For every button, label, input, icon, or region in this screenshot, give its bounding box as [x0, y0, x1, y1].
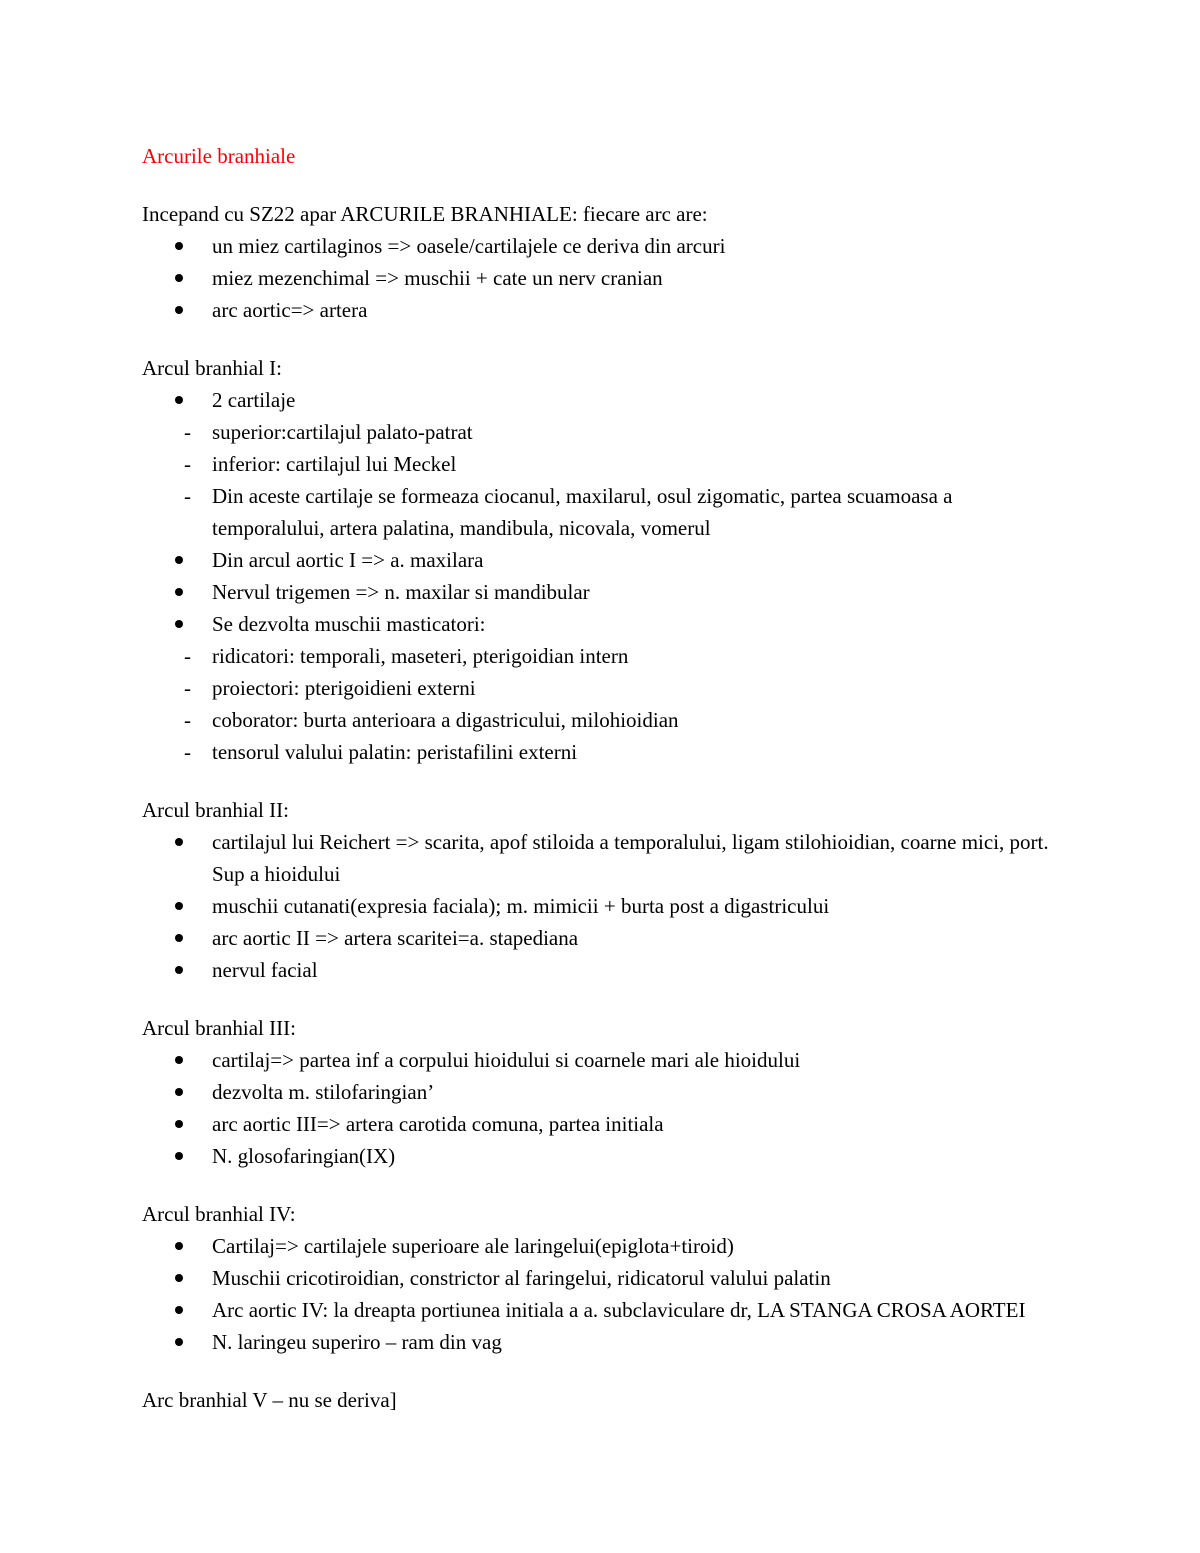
- bullet-icon: [175, 1152, 183, 1160]
- list-item: Muschii cricotiroidian, constrictor al faringelui, ridicatorul valului palatin: [142, 1262, 1062, 1294]
- bullet-icon: [175, 1056, 183, 1064]
- dash-icon: -: [184, 644, 191, 668]
- list-item: dezvolta m. stilofaringian’: [142, 1076, 1062, 1108]
- arc2-section: [142, 794, 1062, 986]
- arc3-heading: Arcul branhial III:: [142, 1016, 296, 1040]
- bullet-icon: [175, 588, 183, 596]
- bullet-icon: [175, 1338, 183, 1346]
- list-item: cartilajul lui Reichert => scarita, apof stiloida a temporalului, ligam stilohioidian, coarne mici, port. Sup a hioidului: [142, 826, 1062, 890]
- intro-list: [142, 230, 1062, 326]
- arc5-heading: Arc branhial V – nu se deriva]: [142, 1388, 397, 1412]
- list-item: nervul facial: [142, 954, 1062, 986]
- dash-icon: -: [184, 484, 191, 508]
- bullet-icon: [175, 306, 183, 314]
- bullet-icon: [175, 1120, 183, 1128]
- arc5-section: [142, 1384, 1062, 1416]
- list-item: 2 cartilaje - superior:cartilajul palato-patrat - inferior: cartilajul lui Meckel - Din aceste cartilaje se formeaza ciocanul, maxilarul, osul zigomatic, partea scuamoasa a temporalului, artera palatina, mandibula, nicovala, vomerul: [142, 384, 1062, 544]
- arc3-list: [142, 1044, 1062, 1172]
- bullet-icon: [175, 396, 183, 404]
- list-item: arc aortic=> artera: [142, 294, 1062, 326]
- sublist-item: - inferior: cartilajul lui Meckel: [142, 448, 1062, 480]
- list-item: N. glosofaringian(IX): [142, 1140, 1062, 1172]
- list-item: Se dezvolta muschii masticatori: - ridicatori: temporali, maseteri, pterigoidian intern - proiectori: pterigoidieni externi - coborator: burta anterioara a digastricului, milohioidian - tensorul valului palatin: peristafilini externi: [142, 608, 1062, 768]
- dash-icon: -: [184, 740, 191, 764]
- list-item: Cartilaj=> cartilajele superioare ale laringelui(epiglota+tiroid): [142, 1230, 1062, 1262]
- list-item: un miez cartilaginos => oasele/cartilajele ce deriva din arcuri: [142, 230, 1062, 262]
- list-item: muschii cutanati(expresia faciala); m. mimicii + burta post a digastricului: [142, 890, 1062, 922]
- document-page: [142, 140, 1062, 1442]
- intro-section: [142, 198, 1062, 326]
- arc4-heading: Arcul branhial IV:: [142, 1202, 296, 1226]
- bullet-icon: [175, 242, 183, 250]
- list-item: Din arcul aortic I => a. maxilara: [142, 544, 1062, 576]
- sublist-item: - proiectori: pterigoidieni externi: [142, 672, 1062, 704]
- bullet-icon: [175, 1306, 183, 1314]
- bullet-icon: [175, 1274, 183, 1282]
- document-title: Arcurile branhiale: [142, 144, 296, 168]
- sublist-item: - tensorul valului palatin: peristafilini externi: [142, 736, 1062, 768]
- arc3-section: [142, 1012, 1062, 1172]
- bullet-icon: [175, 620, 183, 628]
- sublist-item: - coborator: burta anterioara a digastricului, milohioidian: [142, 704, 1062, 736]
- list-item: cartilaj=> partea inf a corpului hioidului si coarnele mari ale hioidului: [142, 1044, 1062, 1076]
- arc4-list: [142, 1230, 1062, 1358]
- sublist-item: - Din aceste cartilaje se formeaza ciocanul, maxilarul, osul zigomatic, partea scuamoasa a temporalului, artera palatina, mandibula, nicovala, vomerul: [142, 480, 1062, 544]
- sublist-item: - superior:cartilajul palato-patrat: [142, 416, 1062, 448]
- dash-icon: -: [184, 676, 191, 700]
- bullet-icon: [175, 274, 183, 282]
- list-item: arc aortic III=> artera carotida comuna, partea initiala: [142, 1108, 1062, 1140]
- bullet-icon: [175, 966, 183, 974]
- dash-icon: -: [184, 708, 191, 732]
- bullet-icon: [175, 1088, 183, 1096]
- arc1-sublist-cartilaje: [142, 416, 1062, 544]
- list-item: Nervul trigemen => n. maxilar si mandibular: [142, 576, 1062, 608]
- list-item: arc aortic II => artera scaritei=a. stapediana: [142, 922, 1062, 954]
- list-item: N. laringeu superiro – ram din vag: [142, 1326, 1062, 1358]
- bullet-icon: [175, 556, 183, 564]
- bullet-icon: [175, 1242, 183, 1250]
- arc2-heading: Arcul branhial II:: [142, 798, 289, 822]
- arc2-list: [142, 826, 1062, 986]
- arc1-sublist-muschi: [142, 640, 1062, 768]
- arc1-list: [142, 384, 1062, 768]
- intro-heading: Incepand cu SZ22 apar ARCURILE BRANHIALE: fiecare arc are:: [142, 202, 708, 226]
- arc4-section: [142, 1198, 1062, 1358]
- list-item: Arc aortic IV: la dreapta portiunea initiala a a. subclaviculare dr, LA STANGA CROSA AORTEI: [142, 1294, 1062, 1326]
- dash-icon: -: [184, 452, 191, 476]
- arc1-heading: Arcul branhial I:: [142, 356, 282, 380]
- bullet-icon: [175, 838, 183, 846]
- list-item: miez mezenchimal => muschii + cate un nerv cranian: [142, 262, 1062, 294]
- bullet-icon: [175, 902, 183, 910]
- sublist-item: - ridicatori: temporali, maseteri, pterigoidian intern: [142, 640, 1062, 672]
- arc1-section: [142, 352, 1062, 768]
- dash-icon: -: [184, 420, 191, 444]
- bullet-icon: [175, 934, 183, 942]
